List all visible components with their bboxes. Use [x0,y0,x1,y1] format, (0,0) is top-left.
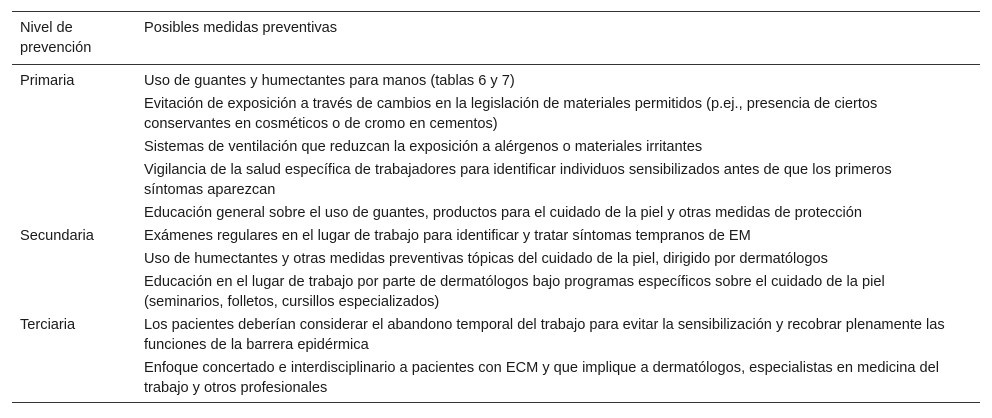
cell-level [12,135,136,158]
cell-level: Primaria [20,73,75,89]
table-row [12,247,980,270]
table-row [12,201,980,224]
cell-measure: Uso de guantes y humectantes para manos (tablas 6 y 7) [144,73,515,89]
table-row [12,158,980,201]
table-row [12,92,980,135]
cell-level [12,201,136,224]
cell-level [12,158,136,201]
cell-level: Secundaria [20,228,94,244]
cell-level [12,247,136,270]
table-header [12,12,980,65]
cell-measure: Exámenes regulares en el lugar de trabajo para identificar y tratar síntomas tempranos de EM [144,228,751,244]
cell-level [12,92,136,135]
cell-measure: Educación general sobre el uso de guantes, productos para el cuidado de la piel y otras medidas de protección [144,205,862,221]
table-row [12,270,980,313]
cell-measure: Sistemas de ventilación que reduzcan la exposición a alérgenos o materiales irritantes [144,139,703,155]
header-prevention-level: Nivel de prevención [20,20,92,56]
table-row [12,65,980,93]
table-header-row [12,12,980,65]
table-row [12,313,980,356]
cell-measure: Uso de humectantes y otras medidas preventivas tópicas del cuidado de la piel, dirigido por dermatólogos [144,251,828,267]
table-row [12,224,980,247]
table-body [12,65,980,403]
prevention-table [12,11,980,402]
prevention-table-container [12,11,980,403]
table-row [12,135,980,158]
cell-measure: Vigilancia de la salud específica de trabajadores para identificar individuos sensibilizados antes de que los primeros síntomas aparezcan [144,162,892,198]
header-preventive-measures: Posibles medidas preventivas [144,20,338,36]
table-row [12,356,980,402]
cell-measure: Educación en el lugar de trabajo por parte de dermatólogos bajo programas específicos sobre el cuidado de la piel (seminarios, folletos, cursillos especializados) [144,274,885,310]
cell-measure: Enfoque concertado e interdisciplinario a pacientes con ECM y que implique a dermatólogos, especialistas en medicina del trabajo y otros profesionales [144,360,940,396]
cell-level [12,270,136,313]
cell-measure: Evitación de exposición a través de cambios en la legislación de materiales permitidos (p.ej., presencia de ciertos conservantes en cosméticos o de cromo en cementos) [144,96,878,132]
cell-measure: Los pacientes deberían considerar el abandono temporal del trabajo para evitar la sensibilización y recobrar plenamente las funciones de la barrera epidérmica [144,317,945,353]
cell-level [12,356,136,402]
cell-level: Terciaria [20,317,76,333]
